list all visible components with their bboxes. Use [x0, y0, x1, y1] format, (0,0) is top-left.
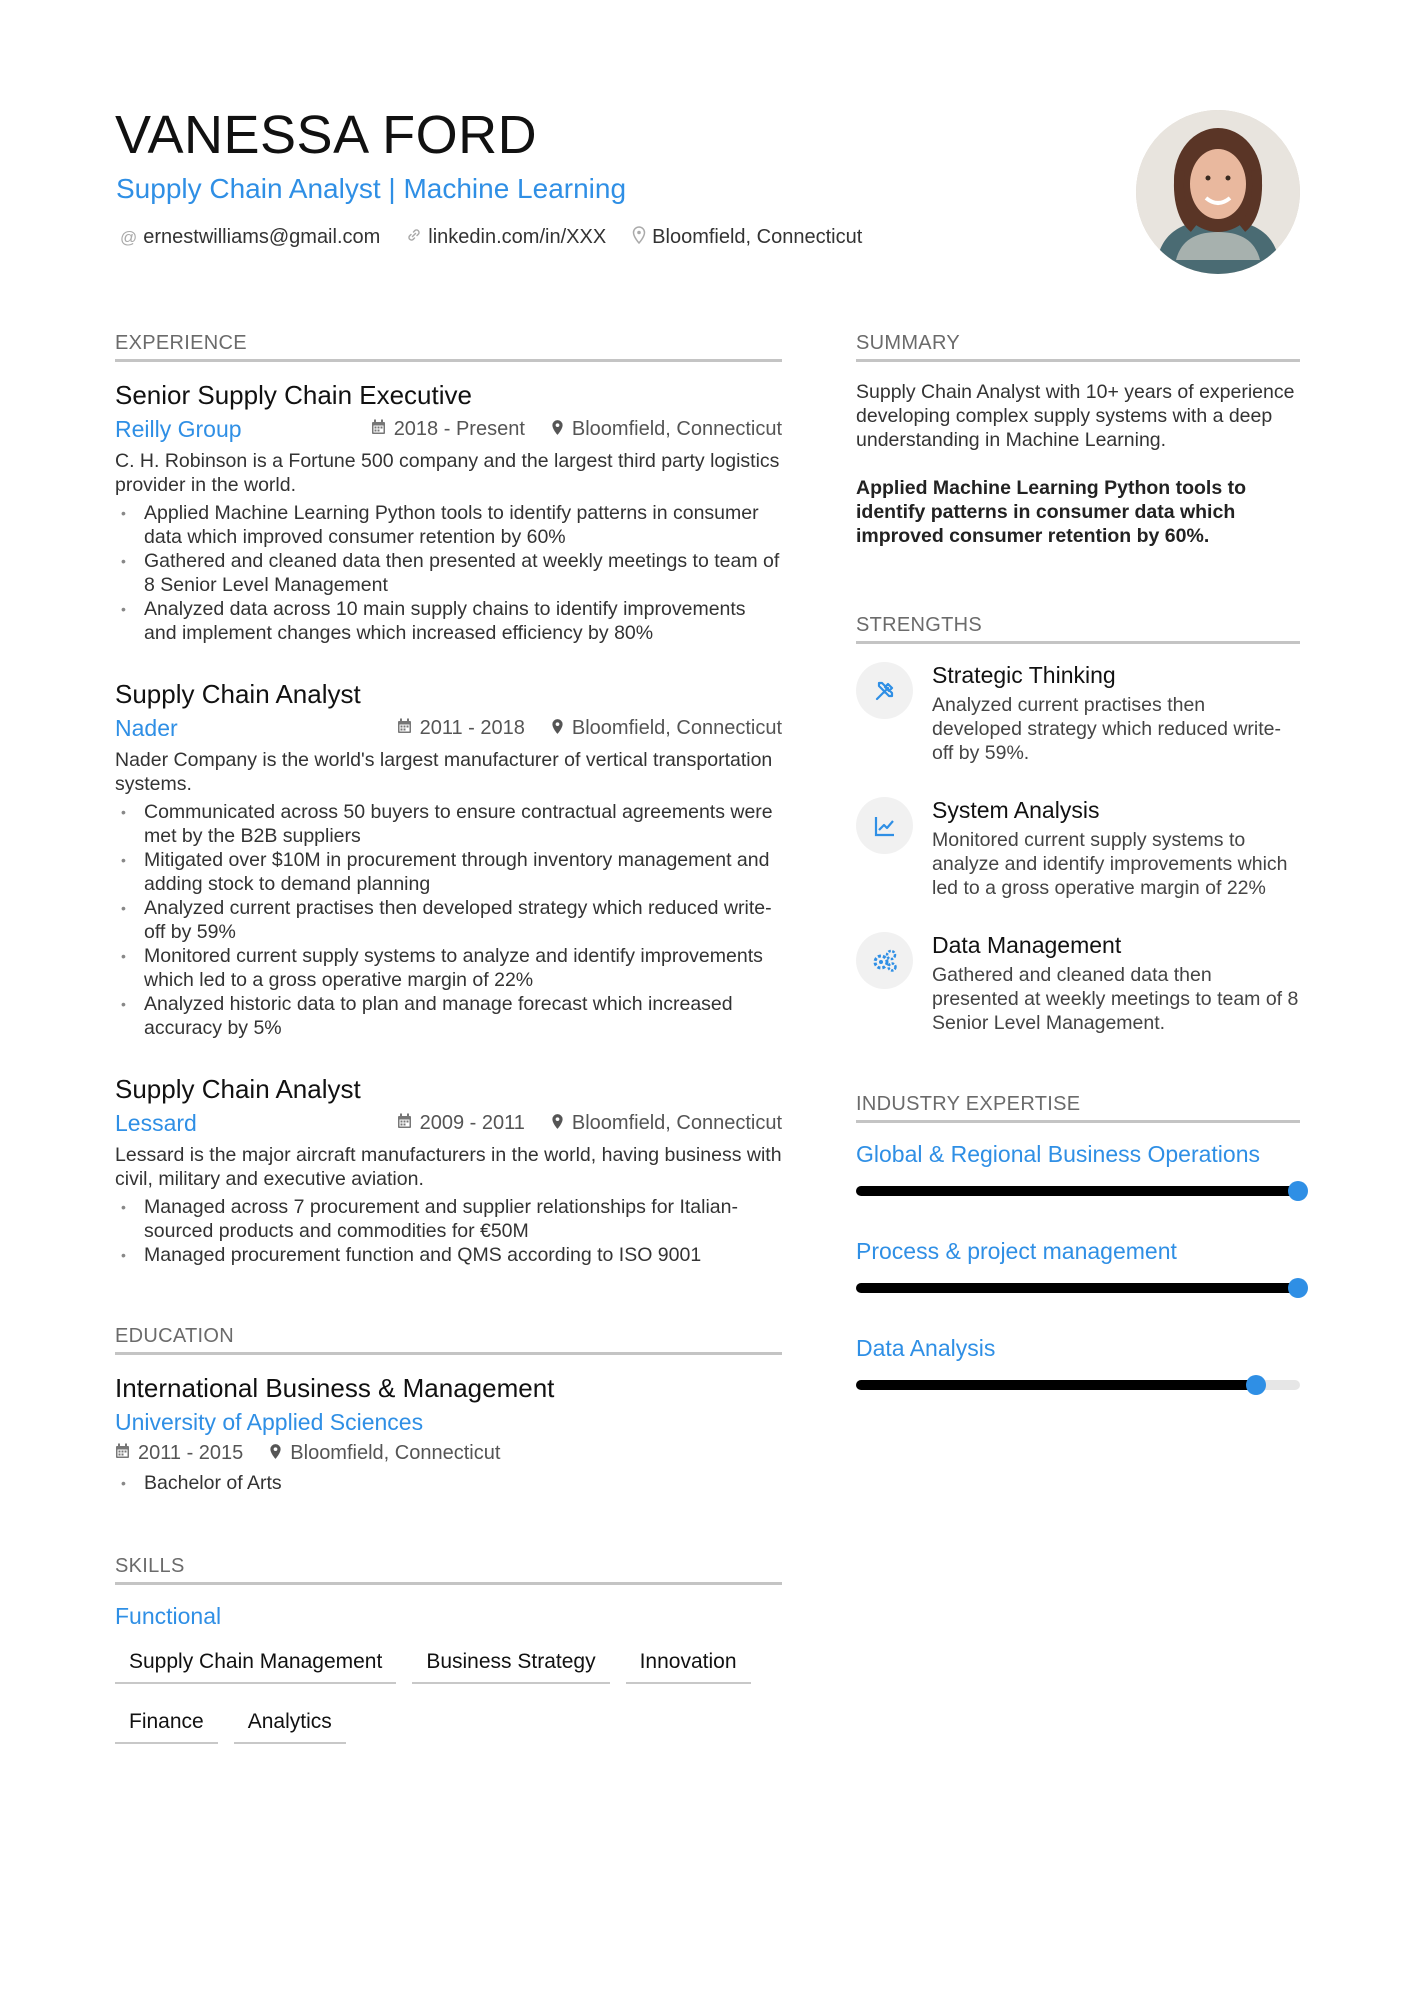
- expertise-bar-fill: [856, 1186, 1300, 1196]
- job-location: Bloomfield, Connecticut: [571, 418, 782, 440]
- job-title: Supply Chain Analyst: [115, 679, 361, 709]
- skills-subtitle: Functional: [115, 1603, 222, 1629]
- industry-expertise-section-title: INDUSTRY EXPERTISE: [856, 1093, 1300, 1123]
- skill-tag: Analytics: [234, 1710, 346, 1744]
- skill-tag: Supply Chain Management: [115, 1650, 396, 1684]
- job-location: Bloomfield, Connecticut: [571, 1112, 782, 1134]
- strength-description: Monitored current supply systems to analyze and identify improvements which led to a gross operative margin of 22%: [932, 829, 1288, 899]
- location-text: Bloomfield, Connecticut: [652, 226, 863, 248]
- job-location: Bloomfield, Connecticut: [571, 717, 782, 739]
- expertise-label: Process & project management: [856, 1238, 1177, 1264]
- right-column: [856, 332, 1300, 1432]
- strength-description: Gathered and cleaned data then presented at weekly meetings to team of 8 Senior Level Management.: [932, 964, 1299, 1034]
- job-bullets: [115, 1195, 782, 1267]
- location-pin-icon: [551, 1113, 564, 1135]
- left-column: [115, 332, 782, 1744]
- expertise-bar-fill: [856, 1380, 1256, 1390]
- strength-item: [856, 932, 1300, 1035]
- expertise-label: Global & Regional Business Operations: [856, 1141, 1261, 1167]
- contact-linkedin[interactable]: [406, 226, 606, 249]
- skill-tag: Finance: [115, 1710, 218, 1744]
- expertise-label: Data Analysis: [856, 1335, 996, 1361]
- summary-highlight: Applied Machine Learning Python tools to identify patterns in consumer data which improved consumer retention by 60%.: [856, 477, 1247, 547]
- job-meta: [115, 1110, 782, 1137]
- expertise-bar-knob: [1288, 1181, 1308, 1201]
- job-bullets: [115, 501, 782, 645]
- contact-row: [120, 226, 862, 249]
- strength-title: Data Management: [932, 932, 1122, 958]
- calendar-icon: [397, 1113, 412, 1134]
- job-entry: [115, 1074, 782, 1267]
- strength-title: System Analysis: [932, 797, 1100, 823]
- bullet-item: • Analyzed current practises then developed strategy which reduced write-off by 59%: [115, 896, 782, 944]
- skills-section-title: SKILLS: [115, 1555, 782, 1585]
- at-icon: @: [120, 227, 138, 247]
- summary-section-title: SUMMARY: [856, 332, 1300, 362]
- company-description: Nader Company is the world's largest manufacturer of vertical transportation systems.: [115, 749, 773, 795]
- education-bullets: [115, 1471, 782, 1495]
- location-pin-icon: [551, 419, 564, 441]
- expertise-bar: [856, 1186, 1300, 1196]
- skill-tags: [115, 1650, 782, 1744]
- bullet-item: • Gathered and cleaned data then presented at weekly meetings to team of 8 Senior Level Management: [115, 549, 782, 597]
- calendar-icon: [397, 718, 412, 739]
- calendar-icon: [371, 419, 386, 440]
- job-entry: [115, 380, 782, 645]
- company-name: Lessard: [115, 1110, 197, 1136]
- bullet-item: • Managed procurement function and QMS according to ISO 9001: [115, 1243, 782, 1267]
- location-pin-icon: [269, 1443, 282, 1465]
- job-dates: 2009 - 2011: [419, 1112, 525, 1134]
- strength-item: [856, 662, 1300, 765]
- bullet-item: • Monitored current supply systems to analyze and identify improvements which led to a gross operative margin of 22%: [115, 944, 782, 992]
- job-entry: [115, 679, 782, 1040]
- strength-title: Strategic Thinking: [932, 662, 1116, 688]
- bullet-item: • Analyzed historic data to plan and manage forecast which increased accuracy by 5%: [115, 992, 782, 1040]
- job-bullets: [115, 800, 782, 1040]
- school-name: University of Applied Sciences: [115, 1409, 424, 1435]
- company-description: Lessard is the major aircraft manufacturers in the world, having business with civil, military and executive aviation.: [115, 1144, 782, 1190]
- education-entry: [115, 1373, 782, 1495]
- summary-text: Supply Chain Analyst with 10+ years of experience developing complex supply systems with a deep understanding in Machine Learning.: [856, 381, 1295, 451]
- job-dates: 2011 - 2018: [419, 717, 525, 739]
- company-description: C. H. Robinson is a Fortune 500 company and the largest third party logistics provider in the world.: [115, 450, 780, 496]
- strength-description: Analyzed current practises then developed strategy which reduced write-off by 59%.: [932, 694, 1282, 764]
- job-title: Senior Supply Chain Executive: [115, 380, 472, 410]
- education-dates: 2011 - 2015: [138, 1442, 244, 1464]
- location-pin-icon: [551, 718, 564, 740]
- skill-tag: Innovation: [626, 1650, 751, 1684]
- skill-tag: Business Strategy: [412, 1650, 609, 1684]
- link-icon: [406, 227, 422, 248]
- job-meta: [115, 715, 782, 742]
- education-meta: [115, 1442, 782, 1465]
- linkedin-text: linkedin.com/in/XXX: [428, 226, 607, 248]
- gears-icon: [856, 932, 913, 989]
- calendar-icon: [115, 1443, 130, 1464]
- bullet-item: • Mitigated over $10M in procurement through inventory management and adding stock to demand planning: [115, 848, 782, 896]
- expertise-bar-fill: [856, 1283, 1300, 1293]
- expertise-bar: [856, 1283, 1300, 1293]
- job-dates: 2018 - Present: [393, 418, 525, 440]
- expertise-item: [856, 1335, 1300, 1390]
- contact-email[interactable]: [120, 226, 380, 249]
- bullet-item: • Communicated across 50 buyers to ensure contractual agreements were met by the B2B suppliers: [115, 800, 782, 848]
- contact-location: [632, 226, 862, 249]
- candidate-headline: Supply Chain Analyst | Machine Learning: [116, 173, 627, 204]
- email-text: ernestwilliams@gmail.com: [143, 226, 381, 248]
- company-name: Nader: [115, 715, 178, 741]
- bullet-item: • Managed across 7 procurement and supplier relationships for Italian-sourced products and commodities for €50M: [115, 1195, 782, 1243]
- tools-icon: [856, 662, 913, 719]
- expertise-bar-knob: [1288, 1278, 1308, 1298]
- profile-photo: [1136, 110, 1300, 274]
- expertise-bar: [856, 1380, 1300, 1390]
- location-pin-icon: [632, 226, 646, 249]
- candidate-name: VANESSA FORD: [115, 105, 538, 165]
- degree-title: International Business & Management: [115, 1373, 555, 1403]
- strengths-section-title: STRENGTHS: [856, 614, 1300, 644]
- education-location: Bloomfield, Connecticut: [290, 1442, 501, 1464]
- company-name: Reilly Group: [115, 416, 242, 442]
- bullet-item: • Bachelor of Arts: [115, 1471, 782, 1495]
- experience-section-title: EXPERIENCE: [115, 332, 782, 362]
- job-meta: [115, 416, 782, 443]
- bullet-item: • Applied Machine Learning Python tools to identify patterns in consumer data which improved consumer retention by 60%: [115, 501, 782, 549]
- expertise-bar-knob: [1246, 1375, 1266, 1395]
- expertise-item: [856, 1238, 1300, 1293]
- bullet-item: • Analyzed data across 10 main supply chains to identify improvements and implement changes which increased efficiency by 80%: [115, 597, 782, 645]
- expertise-item: [856, 1141, 1300, 1196]
- strength-item: [856, 797, 1300, 900]
- education-section-title: EDUCATION: [115, 1325, 782, 1355]
- job-title: Supply Chain Analyst: [115, 1074, 361, 1104]
- line-chart-icon: [856, 797, 913, 854]
